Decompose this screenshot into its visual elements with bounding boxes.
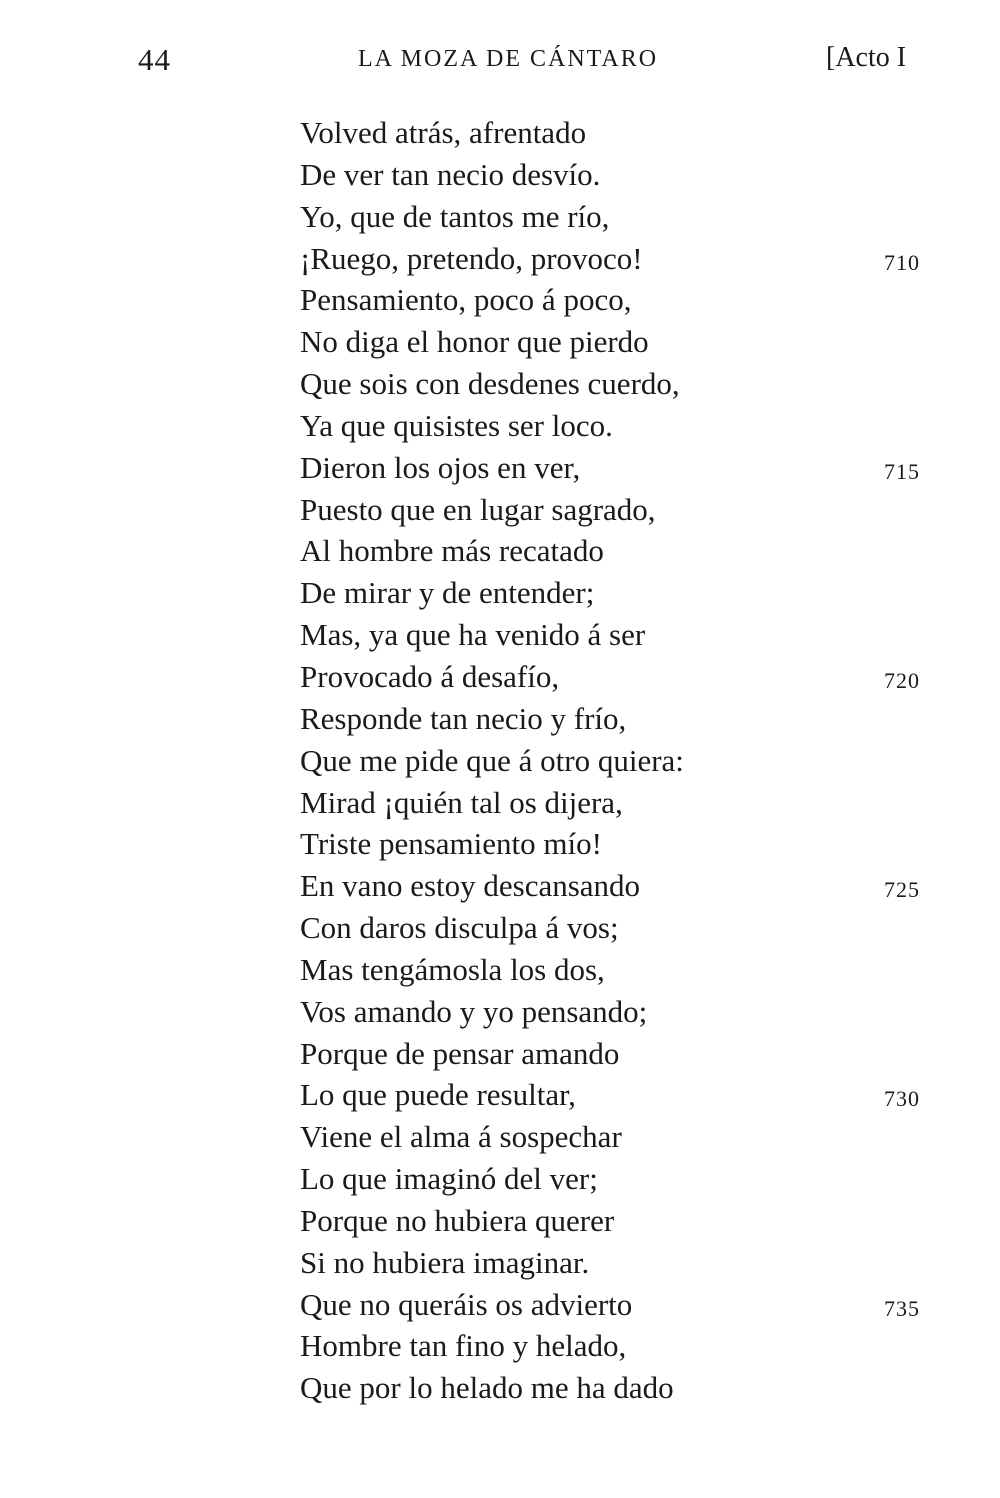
- verse-line: [0, 196, 1000, 238]
- verse-line: [0, 698, 1000, 740]
- line-number: 735: [884, 1295, 920, 1321]
- verse-line-text: Con daros disculpa á vos;: [300, 910, 619, 946]
- verse-line-text: Pensamiento, poco á poco,: [300, 282, 632, 318]
- verse-line: [0, 782, 1000, 824]
- verse-line-text: Porque de pensar amando: [300, 1035, 620, 1071]
- verse-line: [0, 405, 1000, 447]
- verse-line: [0, 572, 1000, 614]
- verse-line-text: Mas, ya que ha venido á ser: [300, 617, 646, 653]
- verse-line-text: No diga el honor que pierdo: [300, 324, 649, 360]
- verse-line-text: ¡Ruego, pretendo, provoco!: [300, 240, 643, 276]
- verse-line-text: Puesto que en lugar sagrado,: [300, 491, 656, 527]
- verse-line-text: Mas tengámosla los dos,: [300, 951, 605, 987]
- verse-line: [0, 949, 1000, 991]
- verse-line-text: De ver tan necio desvío.: [300, 156, 601, 192]
- verse-line-text: Triste pensamiento mío!: [300, 826, 602, 862]
- verse-line-text: Dieron los ojos en ver,: [300, 449, 581, 485]
- verse-line: [0, 154, 1000, 196]
- verse-line: [0, 489, 1000, 531]
- verse-line: [0, 740, 1000, 782]
- running-title: LA MOZA DE CÁNTARO: [358, 46, 659, 72]
- verse-line-text: Que sois con desdenes cuerdo,: [300, 366, 680, 402]
- verse-line: [0, 865, 1000, 907]
- verse-line: [0, 1242, 1000, 1284]
- verse-line: [0, 321, 1000, 363]
- verse-line: [0, 530, 1000, 572]
- verse-line-text: De mirar y de entender;: [300, 575, 595, 611]
- verse-line: [0, 656, 1000, 698]
- verse-line-text: Lo que imaginó del ver;: [300, 1161, 598, 1197]
- verse-line: [0, 614, 1000, 656]
- verse-line-text: Al hombre más recatado: [300, 533, 604, 569]
- verse-line-text: Viene el alma á sospechar: [300, 1119, 622, 1155]
- verse-line-text: Lo que puede resultar,: [300, 1077, 576, 1113]
- verse-line: [0, 1116, 1000, 1158]
- verse-line: [0, 907, 1000, 949]
- verse-line-text: Que por lo helado me ha dado: [300, 1370, 674, 1406]
- verse-line: [0, 447, 1000, 489]
- verse-line-text: Provocado á desafío,: [300, 658, 560, 694]
- verse-line: [0, 363, 1000, 405]
- verse-line: [0, 991, 1000, 1033]
- verse-line-text: Porque no hubiera querer: [300, 1202, 615, 1238]
- verse-line-text: Si no hubiera imaginar.: [300, 1244, 590, 1280]
- verse-line: [0, 1284, 1000, 1326]
- line-number: 720: [884, 667, 920, 693]
- act-label: [Acto I: [826, 42, 907, 73]
- verse-line: [0, 1074, 1000, 1116]
- verse-line: [0, 1158, 1000, 1200]
- verse-line-text: Ya que quisistes ser loco.: [300, 407, 613, 443]
- verse-line-text: Que no queráis os advierto: [300, 1286, 633, 1322]
- line-number: 710: [884, 249, 920, 275]
- line-number: 715: [884, 458, 920, 484]
- verse-line-text: Yo, que de tantos me río,: [300, 198, 610, 234]
- page-number: 44: [138, 42, 171, 77]
- line-number: 725: [884, 877, 920, 903]
- verse-line: [0, 823, 1000, 865]
- verse-line-text: Responde tan necio y frío,: [300, 700, 627, 736]
- verse-line-text: Vos amando y yo pensando;: [300, 993, 648, 1029]
- verse-line: [0, 112, 1000, 154]
- verse-line-text: Que me pide que á otro quiera:: [300, 742, 684, 778]
- verse-line: [0, 238, 1000, 280]
- running-head: [0, 40, 1000, 80]
- verse-line: [0, 1367, 1000, 1409]
- verse-line-text: Mirad ¡quién tal os dijera,: [300, 784, 623, 820]
- line-number: 730: [884, 1086, 920, 1112]
- verse-block: [0, 112, 1000, 1409]
- verse-line-text: Volved atrás, afrentado: [300, 115, 587, 150]
- verse-line: [0, 1033, 1000, 1075]
- verse-line-text: En vano estoy descansando: [300, 868, 641, 904]
- verse-line: [0, 1200, 1000, 1242]
- verse-line: [0, 1325, 1000, 1367]
- verse-line-text: Hombre tan fino y helado,: [300, 1328, 627, 1364]
- verse-line: [0, 279, 1000, 321]
